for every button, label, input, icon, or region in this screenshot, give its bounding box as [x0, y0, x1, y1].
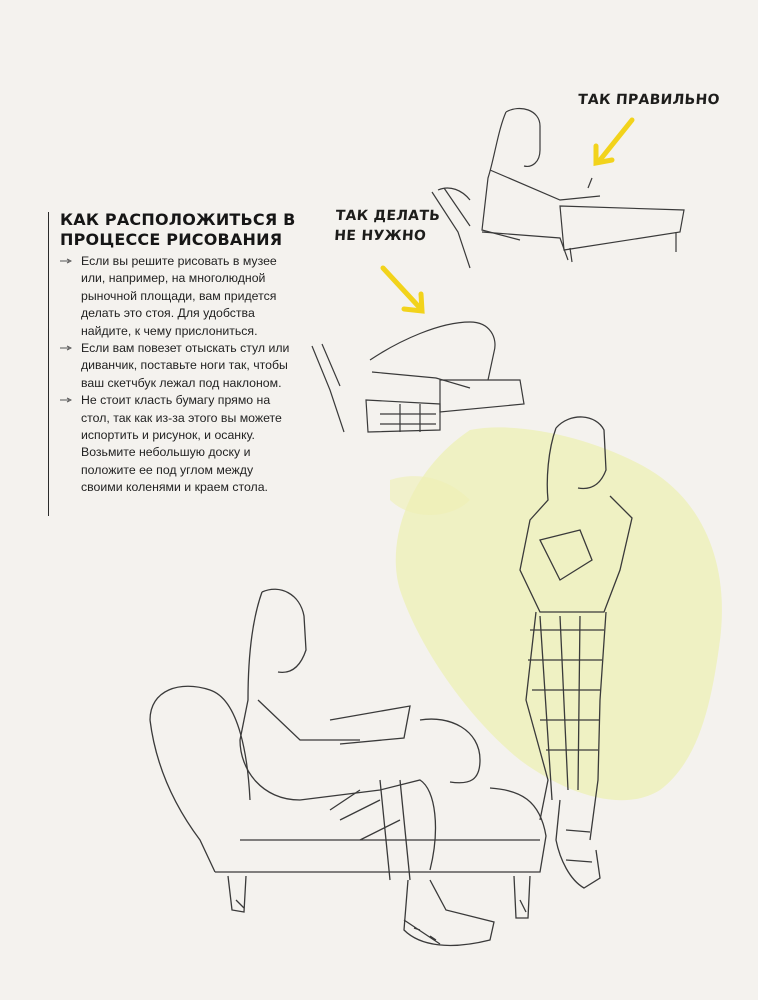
caption-correct: ТАК ПРАВИЛЬНО	[577, 92, 721, 108]
tip-text: Если вы решите рисовать в музее или, например, на многолюдной рыночной площади, вам придется делать это стоя. Для удобства найдите, к чему прислониться.	[81, 254, 277, 338]
sketch-wrong-posture	[312, 322, 524, 432]
sketch-correct-posture	[432, 108, 684, 268]
yellow-arrow-icon	[383, 268, 422, 311]
caption-incorrect: ТАК ДЕЛАТЬ НЕ НУЖНО	[333, 208, 441, 244]
yellow-arrow-icon	[596, 120, 632, 163]
section-heading: КАК РАСПОЛОЖИТЬСЯ В ПРОЦЕССЕ РИСОВАНИЯ	[60, 210, 296, 249]
tip-text: Не стоит класть бумагу прямо на стол, так как из-за этого вы можете испортить и рисунок, и осанку. Возьмите небольшую доску и положите ее под углом между своими коленями и краем стола.	[81, 393, 282, 495]
tip-text: Если вам повезет отыскать стул или диванчик, поставьте ноги так, чтобы ваш скетчбук лежал под наклоном.	[81, 341, 290, 390]
